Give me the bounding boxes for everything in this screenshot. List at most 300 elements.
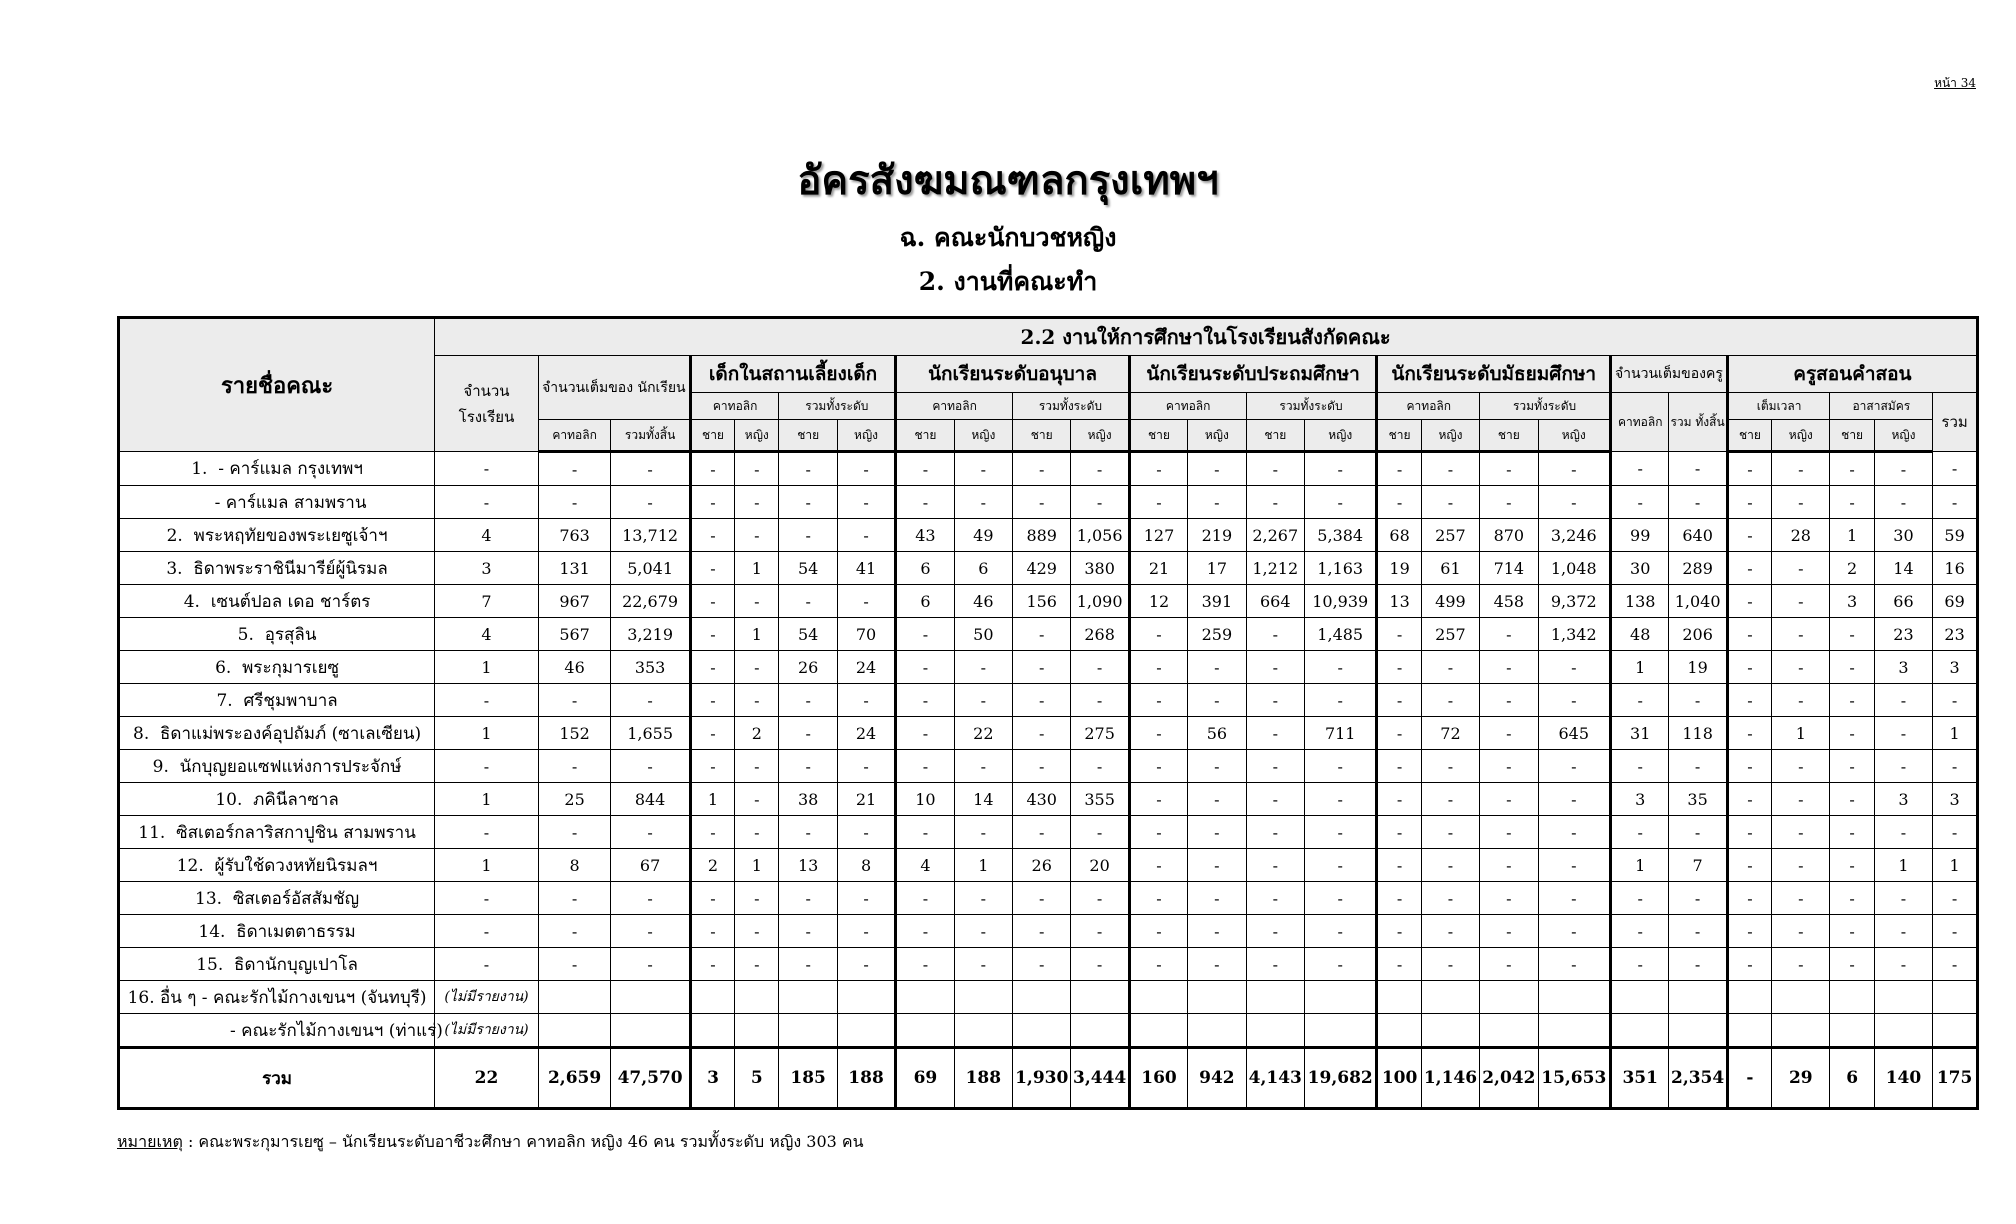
table-cell: - — [779, 486, 837, 519]
secondary-header: นักเรียนระดับมัธยมศึกษา — [1377, 356, 1611, 393]
table-cell: - — [1611, 948, 1669, 981]
row-name-text: 15. ธิดานักบุญเปาโล — [196, 954, 358, 975]
row-name — [119, 618, 435, 651]
table-cell: 13 — [779, 849, 837, 882]
row-name-text: 4. เซนต์ปอล เดอ ชาร์ตร — [183, 591, 371, 612]
table-cell: - — [779, 915, 837, 948]
table-cell: 14 — [1874, 552, 1932, 585]
catechists-header: ครูสอนคำสอน — [1727, 356, 1977, 393]
table-cell: - — [1304, 452, 1376, 486]
table-cell: - — [837, 585, 895, 618]
table-cell: - — [1933, 816, 1978, 849]
table-cell: - — [1421, 948, 1479, 981]
table-row — [119, 915, 1978, 948]
table-cell: - — [1772, 585, 1830, 618]
total-cell: 15,653 — [1538, 1048, 1610, 1109]
orphanage-header: เด็กในสถานเลี้ยงเด็ก — [690, 356, 895, 393]
table-cell: - — [435, 452, 539, 486]
table-cell: - — [1304, 816, 1376, 849]
students-total-header: จำนวนเต็มของ นักเรียน — [538, 356, 690, 420]
table-cell: - — [690, 750, 734, 783]
table-row — [119, 783, 1978, 816]
table-cell: 1 — [690, 783, 734, 816]
table-cell: - — [1874, 816, 1932, 849]
table-cell: - — [837, 452, 895, 486]
table-cell: - — [1874, 717, 1932, 750]
table-row — [119, 816, 1978, 849]
table-cell: 8 — [837, 849, 895, 882]
table-cell: 43 — [896, 519, 954, 552]
table-cell: - — [1772, 882, 1830, 915]
row-name — [119, 816, 435, 849]
total-cell: 5 — [735, 1048, 779, 1109]
table-cell: - — [779, 717, 837, 750]
table-cell: 1 — [1611, 651, 1669, 684]
male-header: ชาย — [1830, 420, 1874, 452]
table-cell: - — [1421, 651, 1479, 684]
table-cell: - — [735, 750, 779, 783]
table-cell: 429 — [1013, 552, 1071, 585]
table-cell: 3 — [1611, 783, 1669, 816]
table-cell: - — [896, 651, 954, 684]
table-cell: 46 — [538, 651, 610, 684]
table-cell: - — [1129, 651, 1187, 684]
table-cell: 380 — [1071, 552, 1129, 585]
primary-catholic-header: คาทอลิก — [1129, 393, 1246, 420]
row-name-note: (ท่าแร่) — [388, 1020, 443, 1041]
table-cell: - — [611, 915, 691, 948]
table-cell: - — [538, 750, 610, 783]
table-cell: - — [1669, 816, 1727, 849]
male-header: ชาย — [690, 420, 734, 452]
table-row — [119, 519, 1978, 552]
table-cell: 889 — [1013, 519, 1071, 552]
table-cell: - — [896, 915, 954, 948]
table-cell: 5,384 — [1304, 519, 1376, 552]
table-cell: - — [1377, 915, 1421, 948]
table-cell: 6 — [954, 552, 1012, 585]
table-cell: - — [1377, 717, 1421, 750]
table-row — [119, 651, 1978, 684]
table-cell: - — [1933, 882, 1978, 915]
total-cell: 2,042 — [1480, 1048, 1538, 1109]
table-cell: - — [735, 585, 779, 618]
table-cell: 3 — [1933, 783, 1978, 816]
table-cell: - — [1246, 486, 1304, 519]
table-cell: 2 — [735, 717, 779, 750]
table-cell: - — [1129, 816, 1187, 849]
table-cell: - — [1538, 452, 1610, 486]
table-cell: 1,485 — [1304, 618, 1376, 651]
table-cell: - — [1538, 750, 1610, 783]
female-header: หญิง — [1071, 420, 1129, 452]
table-cell: 23 — [1874, 618, 1932, 651]
table-cell: 13,712 — [611, 519, 691, 552]
table-cell: - — [735, 783, 779, 816]
table-cell: 6 — [896, 585, 954, 618]
footnote-label: หมายเหตุ — [117, 1132, 183, 1151]
table-cell: - — [1246, 717, 1304, 750]
table-cell: - — [1071, 651, 1129, 684]
table-cell: 268 — [1071, 618, 1129, 651]
table-cell: 2 — [1830, 552, 1874, 585]
table-cell: - — [1772, 651, 1830, 684]
table-cell: 844 — [611, 783, 691, 816]
row-name — [119, 1014, 443, 1048]
table-cell: - — [690, 519, 734, 552]
table-cell: - — [954, 452, 1012, 486]
table-cell: - — [735, 519, 779, 552]
row-name-text: - คณะรักไม้กางเขนฯ — [230, 1020, 384, 1041]
table-cell: 1 — [1611, 849, 1669, 882]
table-cell: - — [896, 452, 954, 486]
table-cell: 458 — [1480, 585, 1538, 618]
table-cell: - — [1538, 651, 1610, 684]
table-cell: 567 — [538, 618, 610, 651]
table-cell: 46 — [954, 585, 1012, 618]
table-cell: 1 — [1874, 849, 1932, 882]
total-cell: 188 — [837, 1048, 895, 1109]
row-name-text: 13. ซิสเตอร์อัสสัมชัญ — [195, 888, 360, 909]
table-cell: 714 — [1480, 552, 1538, 585]
kindergarten-header: นักเรียนระดับอนุบาล — [896, 356, 1130, 393]
table-cell: - — [1013, 486, 1071, 519]
table-cell: - — [538, 486, 610, 519]
table-cell: - — [1480, 717, 1538, 750]
table-cell: - — [1421, 486, 1479, 519]
table-cell: 1,048 — [1538, 552, 1610, 585]
table-cell: - — [1188, 750, 1246, 783]
teachers-total-header: จำนวนเต็มของครู — [1611, 356, 1728, 393]
table-row-other-orders — [119, 981, 1978, 1014]
table-cell: 1,163 — [1304, 552, 1376, 585]
table-cell: - — [1188, 651, 1246, 684]
kindergarten-catholic-header: คาทอลิก — [896, 393, 1013, 420]
total-cell: 188 — [954, 1048, 1012, 1109]
table-cell: - — [837, 915, 895, 948]
orphanage-all-levels-header: รวมทั้งระดับ — [779, 393, 896, 420]
table-cell: 1 — [435, 651, 539, 684]
row-name-text: 10. ภคินีลาซาล — [215, 789, 339, 810]
total-cell: 942 — [1188, 1048, 1246, 1109]
table-cell: - — [779, 585, 837, 618]
table-cell: 1,342 — [1538, 618, 1610, 651]
total-cell: 3,444 — [1071, 1048, 1129, 1109]
table-cell: - — [1129, 750, 1187, 783]
table-cell: - — [1480, 915, 1538, 948]
table-cell: - — [1611, 684, 1669, 717]
male-header: ชาย — [1246, 420, 1304, 452]
table-cell: - — [538, 882, 610, 915]
table-cell: - — [1538, 816, 1610, 849]
table-cell: - — [1129, 948, 1187, 981]
table-cell: - — [779, 750, 837, 783]
table-cell: 20 — [1071, 849, 1129, 882]
total-cell: 29 — [1772, 1048, 1830, 1109]
table-cell: 1 — [954, 849, 1012, 882]
table-cell: - — [1129, 684, 1187, 717]
total-cell: 4,143 — [1246, 1048, 1304, 1109]
table-cell: 7 — [1669, 849, 1727, 882]
table-cell: 3 — [435, 552, 539, 585]
table-cell: - — [1377, 849, 1421, 882]
secondary-catholic-header: คาทอลิก — [1377, 393, 1480, 420]
table-cell: 17 — [1188, 552, 1246, 585]
table-cell: - — [1538, 948, 1610, 981]
table-cell: - — [1538, 849, 1610, 882]
table-cell: - — [1772, 915, 1830, 948]
table-cell: - — [1377, 750, 1421, 783]
table-cell: - — [1304, 783, 1376, 816]
table-cell: - — [1611, 915, 1669, 948]
table-cell: - — [735, 651, 779, 684]
catechist-sum-header: รวม — [1933, 393, 1978, 452]
table-row — [119, 618, 1978, 651]
table-cell: 24 — [837, 651, 895, 684]
row-name-note: (จันทบุรี) — [360, 987, 427, 1008]
table-cell: 28 — [1772, 519, 1830, 552]
table-cell: - — [1246, 783, 1304, 816]
table-cell: - — [538, 915, 610, 948]
table-cell: 22,679 — [611, 585, 691, 618]
table-cell: - — [1772, 452, 1830, 486]
total-cell: 3 — [690, 1048, 734, 1109]
table-cell: 35 — [1669, 783, 1727, 816]
table-cell: - — [1538, 882, 1610, 915]
table-cell: 1 — [1772, 717, 1830, 750]
table-cell: - — [538, 816, 610, 849]
row-name-text: 14. ธิดาเมตตาธรรม — [198, 921, 356, 942]
table-cell: - — [1830, 882, 1874, 915]
table-cell: - — [1727, 452, 1771, 486]
table-cell: - — [435, 882, 539, 915]
table-cell: - — [1830, 618, 1874, 651]
table-cell: 967 — [538, 585, 610, 618]
total-cell: 175 — [1933, 1048, 1978, 1109]
table-cell: 72 — [1421, 717, 1479, 750]
table-cell: - — [837, 750, 895, 783]
table-cell: - — [611, 750, 691, 783]
row-name — [119, 585, 435, 618]
table-cell: - — [1246, 452, 1304, 486]
female-header: หญิง — [837, 420, 895, 452]
table-row-total — [119, 1048, 1978, 1109]
table-cell: - — [896, 750, 954, 783]
table-cell: - — [954, 684, 1012, 717]
table-cell: 21 — [837, 783, 895, 816]
row-name-text: 3. ธิดาพระราชินีมารีย์ผู้นิรมล — [166, 558, 388, 579]
kindergarten-all-levels-header: รวมทั้งระดับ — [1013, 393, 1130, 420]
table-cell: - — [690, 717, 734, 750]
table-cell: 257 — [1421, 519, 1479, 552]
table-cell: - — [954, 882, 1012, 915]
female-header: หญิง — [1538, 420, 1610, 452]
table-cell: - — [1377, 948, 1421, 981]
total-cell: 6 — [1830, 1048, 1874, 1109]
table-cell: - — [1480, 486, 1538, 519]
table-cell: - — [435, 486, 539, 519]
no-report-cell: (ไม่มีรายงาน) — [435, 1014, 539, 1048]
table-cell: - — [435, 948, 539, 981]
table-cell: - — [1611, 816, 1669, 849]
table-cell: - — [1874, 684, 1932, 717]
table-cell: - — [1377, 783, 1421, 816]
footnote-text: : คณะพระกุมารเยซู – นักเรียนระดับอาชีวะศึกษา คาทอลิก หญิง 46 คน รวมทั้งระดับ หญิง 303 คน — [182, 1132, 864, 1151]
table-cell: 1 — [1933, 849, 1978, 882]
table-cell: - — [1669, 948, 1727, 981]
table-cell: - — [1421, 684, 1479, 717]
table-cell: - — [1480, 684, 1538, 717]
table-cell: - — [1874, 750, 1932, 783]
row-name — [119, 981, 435, 1014]
total-cell: 2,354 — [1669, 1048, 1727, 1109]
female-header: หญิง — [1874, 420, 1932, 452]
female-header: หญิง — [1421, 420, 1479, 452]
table-cell: 1 — [735, 552, 779, 585]
table-cell: - — [1246, 948, 1304, 981]
table-cell: - — [690, 915, 734, 948]
table-cell: - — [1421, 452, 1479, 486]
table-cell: 22 — [954, 717, 1012, 750]
table-cell: - — [1772, 552, 1830, 585]
table-cell: - — [1874, 915, 1932, 948]
table-cell: - — [1304, 882, 1376, 915]
table-cell: 3 — [1874, 651, 1932, 684]
table-cell: 1 — [435, 849, 539, 882]
table-cell: - — [1830, 915, 1874, 948]
table-cell: - — [1727, 585, 1771, 618]
table-cell: - — [1830, 750, 1874, 783]
table-cell: - — [1377, 816, 1421, 849]
table-cell: - — [1071, 882, 1129, 915]
row-name — [119, 915, 435, 948]
table-cell: - — [1304, 849, 1376, 882]
table-cell: 499 — [1421, 585, 1479, 618]
table-cell: - — [1772, 849, 1830, 882]
table-cell: 4 — [896, 849, 954, 882]
table-cell: 1 — [735, 849, 779, 882]
male-header: ชาย — [896, 420, 954, 452]
table-cell: - — [435, 915, 539, 948]
table-cell: - — [1013, 618, 1071, 651]
table-cell: - — [779, 519, 837, 552]
table-cell: 1 — [1830, 519, 1874, 552]
table-cell: - — [1480, 849, 1538, 882]
table-cell: - — [1246, 684, 1304, 717]
table-cell: - — [1304, 651, 1376, 684]
total-cell: 100 — [1377, 1048, 1421, 1109]
table-cell: 50 — [954, 618, 1012, 651]
table-cell: - — [954, 816, 1012, 849]
table-cell: - — [690, 552, 734, 585]
row-name-text: 1. - คาร์แมล กรุงเทพฯ — [191, 459, 363, 479]
primary-all-levels-header: รวมทั้งระดับ — [1246, 393, 1377, 420]
primary-header: นักเรียนระดับประถมศึกษา — [1129, 356, 1377, 393]
table-cell: - — [735, 882, 779, 915]
table-cell: - — [896, 948, 954, 981]
table-cell: - — [1246, 750, 1304, 783]
table-cell: - — [1480, 651, 1538, 684]
table-cell: 25 — [538, 783, 610, 816]
table-cell: - — [1071, 452, 1129, 486]
row-name — [119, 717, 435, 750]
table-cell: - — [1188, 849, 1246, 882]
table-cell: - — [1727, 750, 1771, 783]
table-cell: 1,655 — [611, 717, 691, 750]
table-cell: 870 — [1480, 519, 1538, 552]
table-row — [119, 452, 1978, 486]
table-cell: - — [1377, 882, 1421, 915]
row-name-text: 6. พระกุมารเยซู — [215, 657, 340, 678]
table-cell: - — [837, 816, 895, 849]
table-cell: - — [611, 816, 691, 849]
table-cell: - — [1830, 948, 1874, 981]
table-cell: - — [779, 816, 837, 849]
orphanage-catholic-header: คาทอลิก — [690, 393, 779, 420]
table-cell: 206 — [1669, 618, 1727, 651]
table-cell: 3 — [1933, 651, 1978, 684]
table-cell: - — [1538, 486, 1610, 519]
table-cell: - — [1933, 684, 1978, 717]
total-cell: 19,682 — [1304, 1048, 1376, 1109]
table-cell: 763 — [538, 519, 610, 552]
table-cell: - — [1421, 783, 1479, 816]
total-label: รวม — [119, 1048, 435, 1109]
table-cell: 26 — [1013, 849, 1071, 882]
table-cell: 49 — [954, 519, 1012, 552]
table-cell: - — [690, 948, 734, 981]
table-cell: 48 — [1611, 618, 1669, 651]
table-cell: - — [1480, 882, 1538, 915]
table-cell: - — [1727, 849, 1771, 882]
table-cell: - — [611, 486, 691, 519]
table-cell: 640 — [1669, 519, 1727, 552]
table-cell: - — [1377, 684, 1421, 717]
table-cell: 3,219 — [611, 618, 691, 651]
table-cell: - — [690, 486, 734, 519]
table-row — [119, 750, 1978, 783]
row-name — [119, 519, 435, 552]
table-cell: - — [1727, 651, 1771, 684]
table-cell: 21 — [1129, 552, 1187, 585]
table-cell: - — [1421, 882, 1479, 915]
male-header: ชาย — [1727, 420, 1771, 452]
table-cell: 430 — [1013, 783, 1071, 816]
table-cell: - — [735, 816, 779, 849]
table-cell: - — [1830, 816, 1874, 849]
table-cell: - — [1304, 750, 1376, 783]
table-cell: - — [611, 882, 691, 915]
table-cell: - — [1772, 948, 1830, 981]
table-cell: - — [1304, 486, 1376, 519]
total-cell: 1,930 — [1013, 1048, 1071, 1109]
table-cell: - — [1188, 882, 1246, 915]
row-name-text: - คาร์แมล สามพราน — [187, 492, 367, 513]
table-cell: - — [896, 684, 954, 717]
table-cell: - — [1377, 452, 1421, 486]
table-cell: 2 — [690, 849, 734, 882]
row-name — [119, 948, 435, 981]
catechist-volunteer-header: อาสาสมัคร — [1830, 393, 1933, 420]
table-cell: 67 — [611, 849, 691, 882]
table-cell: - — [1611, 882, 1669, 915]
table-cell: 353 — [611, 651, 691, 684]
table-cell: - — [1727, 717, 1771, 750]
table-cell: 59 — [1933, 519, 1978, 552]
table-cell: - — [1727, 915, 1771, 948]
page-number: หน้า 34 — [1934, 76, 1976, 90]
table-cell: - — [1874, 948, 1932, 981]
